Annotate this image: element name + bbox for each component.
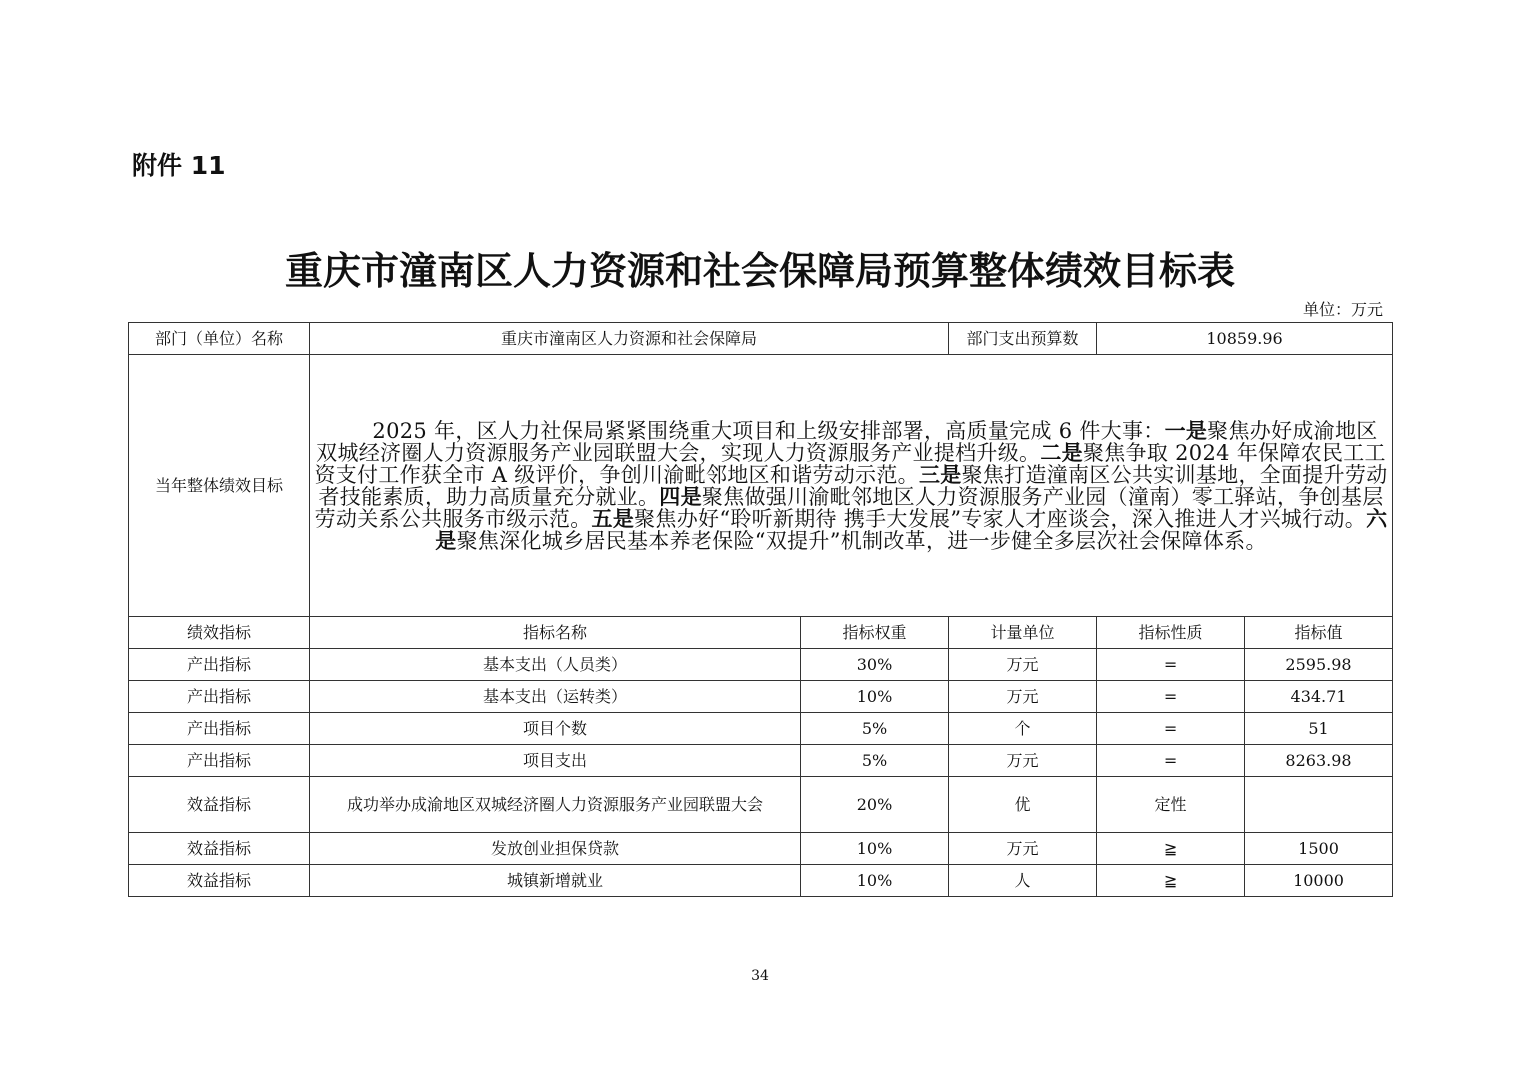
- goal-marker-5: 五是: [591, 506, 635, 531]
- document-title: 重庆市潼南区人力资源和社会保障局预算整体绩效目标表: [284, 248, 1235, 293]
- row-unit: 万元: [949, 833, 1097, 865]
- row-unit: 个: [949, 713, 1097, 745]
- attachment-label: 附件 11: [132, 151, 226, 180]
- dept-label-cell: 部门（单位）名称: [129, 323, 310, 355]
- row-category: 效益指标: [129, 777, 310, 833]
- row-category: 产出指标: [129, 681, 310, 713]
- goal-item-1: 聚焦办好成渝地区双城经济圈人力资源服务产业园联盟大会，实现人力资源服务产业提档升级。: [316, 418, 1378, 465]
- goal-marker-2: 二是: [1040, 440, 1083, 465]
- dept-name-cell: 重庆市潼南区人力资源和社会保障局: [310, 323, 949, 355]
- goal-label-cell: 当年整体绩效目标: [129, 355, 310, 617]
- row-weight: 20%: [801, 777, 949, 833]
- goal-item-5: 聚焦办好“聆听新期待 携手大发展”专家人才座谈会，深入推进人才兴城行动。: [634, 506, 1367, 531]
- unit-note: 单位：万元: [1302, 300, 1383, 319]
- row-name: 城镇新增就业: [310, 865, 801, 897]
- row-unit: 万元: [949, 745, 1097, 777]
- goal-item-4: 聚焦做强川渝毗邻地区人力资源服务产业园（潼南）零工驿站，争创基层劳动关系公共服务市级示范。: [314, 484, 1384, 531]
- row-unit: 万元: [949, 649, 1097, 681]
- row-nature: =: [1097, 681, 1245, 713]
- goal-marker-1: 一是: [1164, 418, 1208, 443]
- col-header-name: 指标名称: [310, 617, 801, 649]
- row-nature: ≧: [1097, 833, 1245, 865]
- col-header-unit: 计量单位: [949, 617, 1097, 649]
- row-weight: 10%: [801, 865, 949, 897]
- col-header-nature: 指标性质: [1097, 617, 1245, 649]
- row-weight: 30%: [801, 649, 949, 681]
- row-value: 10000: [1245, 865, 1393, 897]
- header-row: [129, 323, 1393, 355]
- row-category: 效益指标: [129, 833, 310, 865]
- budget-label-cell-visible: 部门支出预算数: [949, 323, 1097, 355]
- goal-marker-4: 四是: [659, 484, 702, 509]
- row-weight: 10%: [801, 833, 949, 865]
- row-nature: =: [1097, 745, 1245, 777]
- table-row: [129, 713, 1393, 745]
- row-name: 发放创业担保贷款: [310, 833, 801, 865]
- row-nature: =: [1097, 649, 1245, 681]
- row-value: [1245, 777, 1393, 833]
- row-name: 项目个数: [310, 713, 801, 745]
- row-nature: 定性: [1097, 777, 1245, 833]
- row-category: 产出指标: [129, 649, 310, 681]
- row-name: 成功举办成渝地区双城经济圈人力资源服务产业园联盟大会: [310, 777, 801, 833]
- row-nature: ≧: [1097, 865, 1245, 897]
- row-unit: 万元: [949, 681, 1097, 713]
- goal-item-3: 聚焦打造潼南区公共实训基地，全面提升劳动者技能素质，助力高质量充分就业。: [318, 462, 1388, 509]
- row-unit: 人: [949, 865, 1097, 897]
- table-row: [129, 649, 1393, 681]
- goal-marker-6: 六是: [435, 506, 1388, 553]
- row-value: 51: [1245, 713, 1393, 745]
- row-name: 项目支出: [310, 745, 801, 777]
- row-weight: 10%: [801, 681, 949, 713]
- goal-item-2: 聚焦争取 2024 年保障农民工工资支付工作获全市 A 级评价，争创川渝毗邻地区和谐劳动示范。: [314, 440, 1386, 487]
- goal-text-cell: [310, 355, 1393, 617]
- row-nature: =: [1097, 713, 1245, 745]
- table-row: [129, 865, 1393, 897]
- goal-row: [129, 355, 1393, 617]
- row-category: 产出指标: [129, 713, 310, 745]
- col-header-weight: 指标权重: [801, 617, 949, 649]
- budget-value-cell: 10859.96: [1097, 323, 1393, 355]
- goal-marker-3: 三是: [918, 462, 962, 487]
- row-category: 效益指标: [129, 865, 310, 897]
- performance-table: [128, 322, 1393, 897]
- row-weight: 5%: [801, 745, 949, 777]
- row-category: 产出指标: [129, 745, 310, 777]
- row-value: 434.71: [1245, 681, 1393, 713]
- row-name: 基本支出（运转类）: [310, 681, 801, 713]
- table-row: [129, 833, 1393, 865]
- row-value: 2595.98: [1245, 649, 1393, 681]
- row-value: 8263.98: [1245, 745, 1393, 777]
- row-weight: 5%: [801, 713, 949, 745]
- goal-item-6: 聚焦深化城乡居民基本养老保险“双提升”机制改革，进一步健全多层次社会保障体系。: [456, 528, 1267, 553]
- table-row: [129, 777, 1393, 833]
- row-name: 基本支出（人员类）: [310, 649, 801, 681]
- col-header-value: 指标值: [1245, 617, 1393, 649]
- table-row: [129, 745, 1393, 777]
- column-header-row: [129, 617, 1393, 649]
- table-row: [129, 681, 1393, 713]
- goal-intro: 2025 年，区人力社保局紧紧围绕重大项目和上级安排部署，高质量完成 6 件大事：: [372, 418, 1165, 443]
- col-header-category: 绩效指标: [129, 617, 310, 649]
- row-value: 1500: [1245, 833, 1393, 865]
- page-number: 34: [751, 968, 769, 984]
- row-unit: 优: [949, 777, 1097, 833]
